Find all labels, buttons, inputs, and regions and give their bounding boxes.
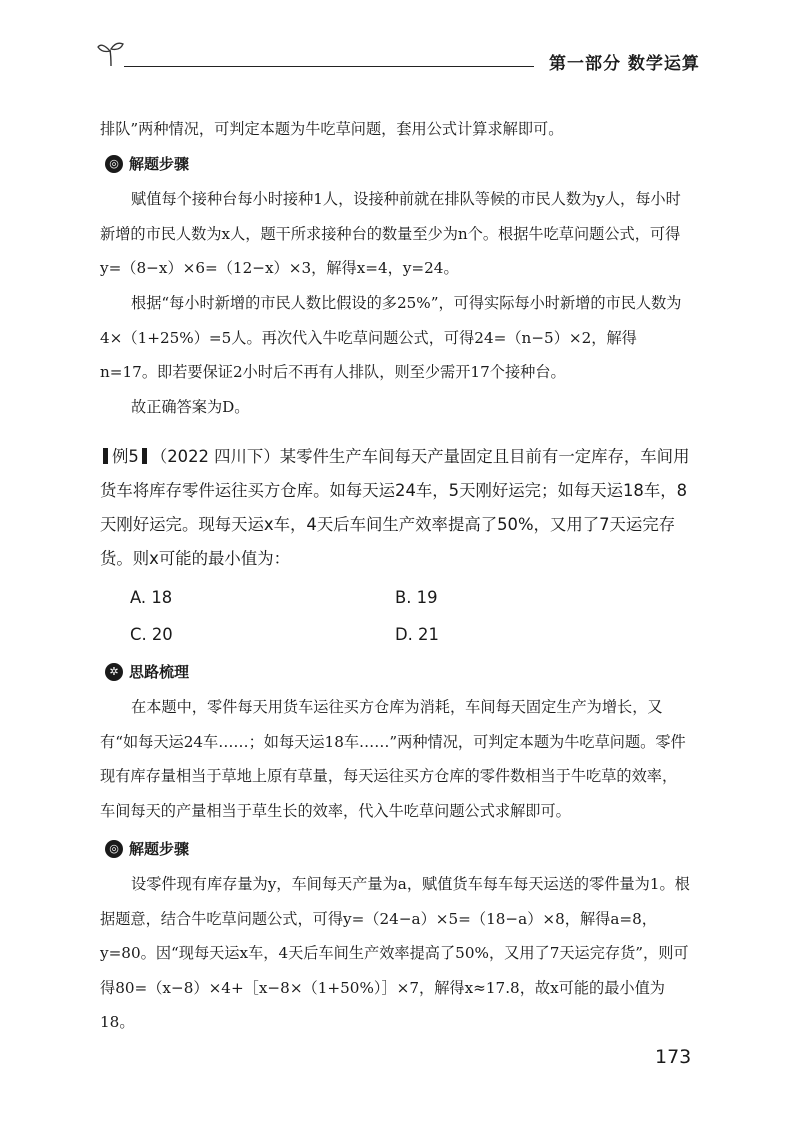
section-heading-thinking	[105, 661, 189, 682]
section-heading-solution-steps	[105, 153, 189, 174]
gear-icon: ✲	[105, 663, 123, 681]
paragraph-analysis: 在本题中，零件每天用货车运往买方仓库为消耗，车间每天固定生产为增长，又有“如每天运24车……；如每天运18车……”两种情况，可判定本题为牛吃草问题。零件现有库存量相当于草地上原有草量，每天运往买方仓库的零件数相当于牛吃草的效率，车间每天的产量相当于草生长的效率，代入牛吃草问题公式求解即可。	[100, 698, 686, 820]
option-b: B. 19	[395, 588, 438, 607]
paragraph-solution: 设零件现有库存量为y，车间每天产量为a，赋值货车每车每天运送的零件量为1。根据题意，结合牛吃草问题公式，可得y=（24−a）×5=（18−a）×8，解得a=8，y=80。因“现每天运x车，4天后车间生产效率提高了50%，又用了7天运完存货”，则可得80=（x−8）×4+［x−8×（1+50%）］×7，解得x≈17.8，故x可能的最小值为18。	[100, 875, 690, 1031]
section-heading-solution-steps-2	[105, 838, 189, 859]
header-rule	[124, 66, 534, 67]
paragraph-assignment: 赋值每个接种台每小时接种1人，设接种前就在排队等候的市民人数为y人，每小时新增的市民人数为x人，题干所求接种台的数量至少为n个。根据牛吃草问题公式，可得y=（8−x）×6=（12−x）×3，解得x=4，y=24。	[100, 190, 681, 277]
target-icon: ◎	[105, 155, 123, 173]
option-a: A. 18	[130, 588, 173, 607]
section-label: 思路梳理	[129, 663, 190, 681]
paragraph-intro: 排队”两种情况，可判定本题为牛吃草问题，套用公式计算求解即可。	[100, 120, 564, 138]
section-label: 解题步骤	[129, 155, 190, 173]
section-label: 解题步骤	[129, 840, 190, 858]
tag-bracket-right	[142, 448, 147, 464]
example-question	[100, 440, 696, 576]
tag-bracket-left	[103, 448, 108, 464]
page-header	[0, 0, 800, 90]
option-d: D. 21	[395, 625, 439, 644]
option-c: C. 20	[130, 625, 173, 644]
example-text: （2022 四川下）某零件生产车间每天产量固定且目前有一定库存，车间用货车将库存零件运往买方仓库。如每天运24车，5天刚好运完；如每天运18车，8天刚好运完。现每天运x车，4天后车间生产效率提高了50%，又用了7天运完存货。则x可能的最小值为：	[100, 447, 690, 568]
paragraph-answer: 故正确答案为D。	[131, 398, 250, 416]
page-number: 173	[655, 1046, 692, 1068]
section-title: 第一部分 数学运算	[549, 54, 700, 74]
example-tag: 例5	[112, 447, 139, 466]
paragraph-recalc: 根据“每小时新增的市民人数比假设的多25%”，可得实际每小时新增的市民人数为4×（1+25%）=5人。再次代入牛吃草问题公式，可得24=（n−5）×2，解得n=17。即若要保证2小时后不再有人排队，则至少需开17个接种台。	[100, 294, 682, 381]
sprout-icon	[96, 38, 126, 68]
target-icon: ◎	[105, 840, 123, 858]
